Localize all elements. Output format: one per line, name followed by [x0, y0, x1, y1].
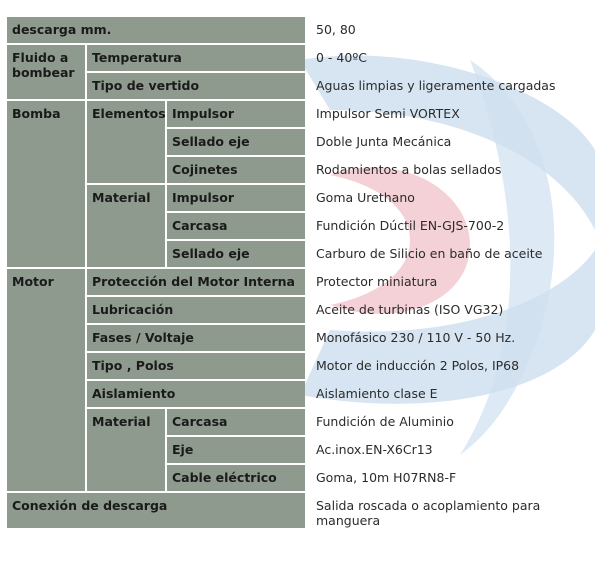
label-motor-aislamiento: Aislamiento: [87, 381, 305, 407]
value-bomba-cojinetes: Rodamientos a bolas sellados: [316, 162, 502, 177]
label-descarga: descarga mm.: [7, 17, 305, 43]
row-motor-carcasa: [7, 409, 592, 435]
row-motor-proteccion: [7, 269, 592, 295]
value-bomba-impulsor: Impulsor Semi VORTEX: [316, 106, 460, 121]
value-motor-eje: Ac.inox.EN-X6Cr13: [316, 442, 433, 457]
label-motor-lubricacion: Lubricación: [87, 297, 305, 323]
row-motor-fases: [7, 325, 592, 351]
row-tipo-vertido: [7, 73, 592, 99]
group-fluido: Fluido a bombear: [7, 45, 85, 99]
value-motor-proteccion: Protector miniatura: [316, 274, 438, 289]
value-temperatura: 0 - 40ºC: [316, 50, 367, 65]
label-motor-fases: Fases / Voltaje: [87, 325, 305, 351]
label-motor-cable: Cable eléctrico: [167, 465, 305, 491]
label-conexion: Conexión de descarga: [7, 493, 305, 528]
label-motor-eje: Eje: [167, 437, 305, 463]
group-motor: Motor: [7, 269, 85, 491]
row-descarga: [7, 17, 592, 43]
label-bomba-material-sellado: Sellado eje: [167, 241, 305, 267]
value-bomba-material-sellado: Carburo de Silicio en baño de aceite: [316, 246, 543, 261]
subgroup-motor-material: Material: [87, 409, 165, 491]
subgroup-bomba-elementos: Elementos: [87, 101, 165, 183]
label-tipo-vertido: Tipo de vertido: [87, 73, 305, 99]
value-motor-fases: Monofásico 230 / 110 V - 50 Hz.: [316, 330, 516, 345]
subgroup-bomba-material: Material: [87, 185, 165, 267]
row-motor-tipo: [7, 353, 592, 379]
row-motor-lubricacion: [7, 297, 592, 323]
label-temperatura: Temperatura: [87, 45, 305, 71]
value-descarga: 50, 80: [316, 22, 356, 37]
row-conexion: [7, 493, 592, 528]
value-tipo-vertido: Aguas limpias y ligeramente cargadas: [316, 78, 556, 93]
value-motor-tipo: Motor de inducción 2 Polos, IP68: [316, 358, 520, 373]
label-bomba-impulsor: Impulsor: [167, 101, 305, 127]
value-bomba-material-impulsor: Goma Urethano: [316, 190, 415, 205]
value-bomba-sellado: Doble Junta Mecánica: [316, 134, 452, 149]
label-motor-carcasa: Carcasa: [167, 409, 305, 435]
value-conexion: Salida roscada o acoplamiento para manguera: [316, 498, 541, 528]
label-bomba-cojinetes: Cojinetes: [167, 157, 305, 183]
group-bomba: Bomba: [7, 101, 85, 267]
label-bomba-sellado: Sellado eje: [167, 129, 305, 155]
value-motor-aislamiento: Aislamiento clase E: [316, 386, 438, 401]
value-bomba-carcasa: Fundición Dúctil EN-GJS-700-2: [316, 218, 505, 233]
row-bomba-material-impulsor: [7, 185, 592, 211]
row-bomba-impulsor: [7, 101, 592, 127]
spec-table: [5, 15, 594, 530]
label-motor-proteccion: Protección del Motor Interna: [87, 269, 305, 295]
value-motor-carcasa: Fundición de Aluminio: [316, 414, 454, 429]
label-motor-tipo: Tipo , Polos: [87, 353, 305, 379]
value-motor-cable: Goma, 10m H07RN8-F: [316, 470, 457, 485]
label-bomba-carcasa: Carcasa: [167, 213, 305, 239]
label-bomba-material-impulsor: Impulsor: [167, 185, 305, 211]
value-motor-lubricacion: Aceite de turbinas (ISO VG32): [316, 302, 504, 317]
row-temperatura: [7, 45, 592, 71]
row-motor-aislamiento: [7, 381, 592, 407]
